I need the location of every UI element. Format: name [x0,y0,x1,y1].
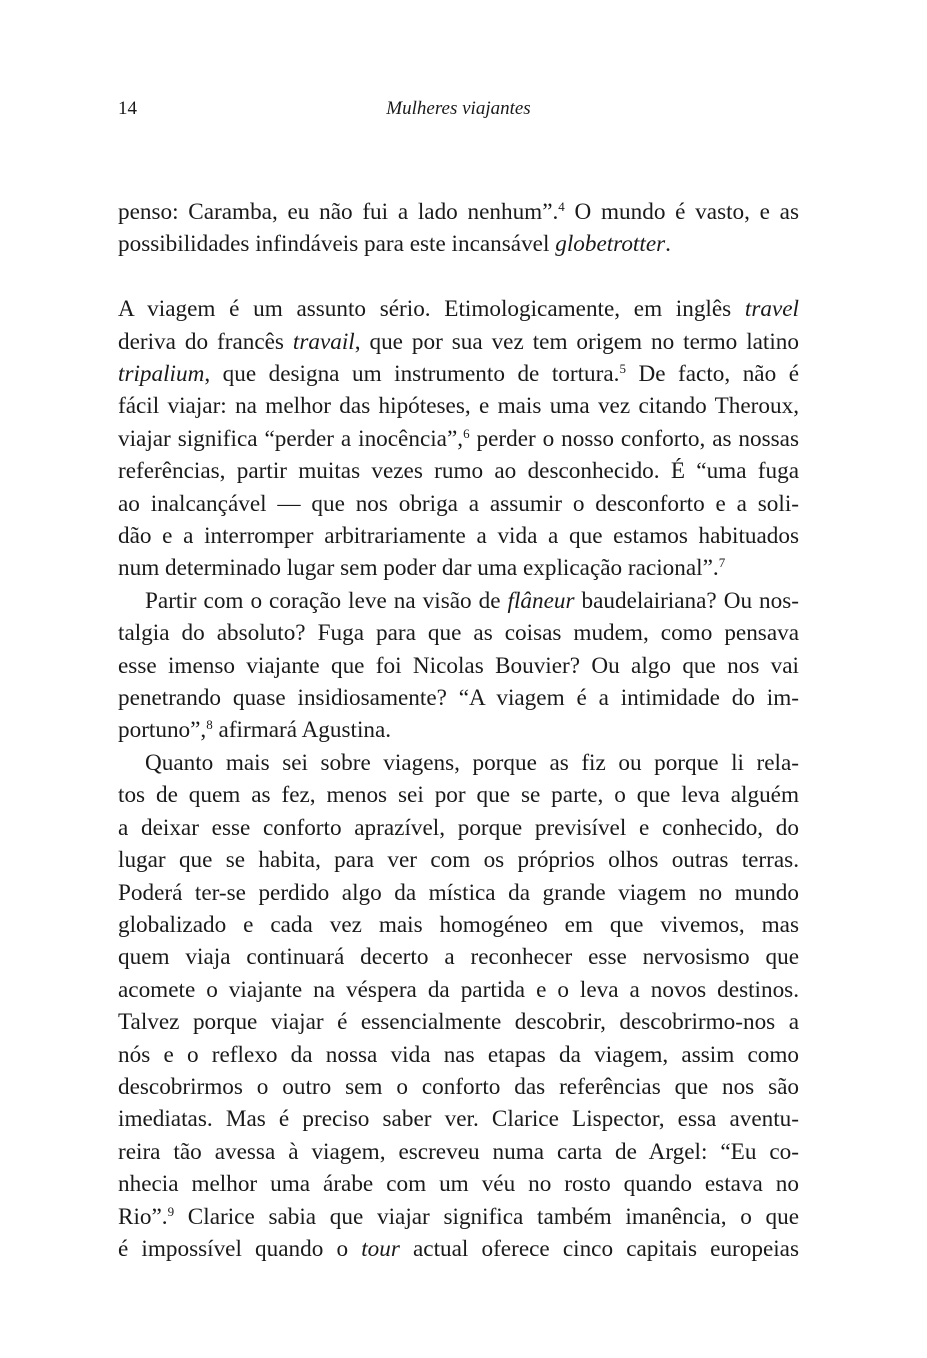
text-line [118,941,799,973]
text-run: talgia do absoluto? Fuga para que as coisas mudem, como pensava [118,620,799,647]
running-head [118,98,799,128]
text-line [118,1071,799,1103]
text-run: afirmará Agustina. [212,717,392,744]
text-line [118,909,799,941]
text-run: imediatas. Mas é preciso saber ver. Clarice Lispector, essa aventu- [118,1106,799,1133]
text-run: lugar que se habita, para ver com os próprios olhos outras terras. [118,847,799,874]
text-line [118,877,799,909]
text-run: num determinado lugar sem poder dar uma explicação racional”. [118,555,719,582]
italic-term: flâneur [507,587,575,614]
text-run: , que por sua vez tem origem no termo latino [354,328,799,355]
text-line [118,1233,799,1265]
footnote-marker: 9 [167,1203,175,1219]
footnote-marker: 8 [206,717,213,733]
text-line [118,779,799,811]
footnote-marker: 4 [558,199,565,214]
text-line [118,844,799,876]
text-line [118,488,799,520]
text-run: dão e a interromper arbitrariamente a vida a que estamos habituados [118,523,799,550]
text-run: viajar significa “perder a inocência”, [118,425,464,452]
text-line [118,358,799,390]
text-line [118,974,799,1006]
text-run: nós e o reflexo da nossa vida nas etapas da viagem, assim como [118,1041,799,1068]
text-run: penso: Caramba, eu não fui a lado nenhum”. [118,199,559,225]
body-text [118,196,799,1265]
text-line [118,326,799,358]
text-run: é impossível quando o [118,1235,362,1262]
italic-term: travail [292,328,355,355]
text-run: possibilidades infindáveis para este incansável [118,231,556,258]
paragraph-p1 [118,196,799,261]
text-run: fácil viajar: na melhor das hipóteses, e mais uma vez citando Theroux, [118,393,799,420]
text-line [118,1103,799,1135]
text-run: Talvez porque viajar é essencialmente descobrir, descobrirmo-nos a [118,1009,799,1036]
italic-term: tour [361,1235,400,1262]
text-run: Quanto mais sei sobre viagens, porque as fiz ou porque li rela- [145,749,799,776]
text-run: globalizado e cada vez mais homogéneo em que vivemos, mas [118,911,799,938]
text-run: deriva do francês [118,328,293,355]
text-run: penetrando quase insidiosamente? “A viagem é a intimidade do im- [118,685,799,712]
text-line [118,552,799,584]
text-run: ao inalcançável — que nos obriga a assumir o desconforto e a soli- [118,490,799,517]
running-title: Mulheres viajantes [386,98,531,119]
page-number: 14 [118,98,137,119]
italic-term: globetrotter [555,231,666,258]
text-line [118,1168,799,1200]
text-run: actual oferece cinco capitais europeias [399,1235,799,1262]
text-line [118,682,799,714]
text-run: Poderá ter-se perdido algo da mística da grande viagem no mundo [118,879,799,906]
text-line [118,196,799,228]
text-line [118,1201,799,1233]
italic-term: tripalium [118,361,205,388]
footnote-marker: 7 [718,555,726,571]
text-run: O mundo é vasto, e as [564,199,799,225]
footnote-marker: 6 [463,425,470,441]
paragraph-gap [118,261,799,293]
text-run: , que designa um instrumento de tortura. [204,361,620,388]
text-run: reira tão avessa à viagem, escreveu numa carta de Argel: “Eu co- [118,1138,799,1165]
text-run: perder o nosso conforto, as nossas [469,425,799,452]
text-run: nhecia melhor uma árabe com um véu no rosto quando estava no [118,1171,799,1198]
text-run: referências, partir muitas vezes rumo ao desconhecido. É “uma fuga [118,458,799,485]
text-line [118,390,799,422]
text-line [118,617,799,649]
text-line [118,455,799,487]
text-line [118,1039,799,1071]
text-line [118,747,799,779]
text-line [118,585,799,617]
text-line [118,1136,799,1168]
text-line [118,650,799,682]
footnote-marker: 5 [619,361,626,377]
text-line [118,520,799,552]
text-line [118,423,799,455]
text-run: Clarice sabia que viajar significa também imanência, o que [174,1203,799,1230]
paragraph-p2 [118,293,799,585]
text-line [118,812,799,844]
text-line [118,1006,799,1038]
text-run: Rio”. [118,1203,168,1230]
text-run: . [665,231,671,258]
text-run: quem viaja continuará decerto a reconhecer esse nervosismo que [118,944,799,971]
text-run: portuno”, [118,717,207,744]
text-run: tos de quem as fez, menos sei por que se parte, o que leva alguém [118,782,799,809]
paragraph-p4 [118,747,799,1266]
italic-term: travel [744,296,799,323]
text-line [118,293,799,325]
text-line [118,228,799,260]
text-run: Partir com o coração leve na visão de [145,587,508,614]
text-run: De facto, não é [625,361,799,388]
text-run: esse imenso viajante que foi Nicolas Bouvier? Ou algo que nos vai [118,652,799,679]
text-run: a deixar esse conforto aprazível, porque previsível e conhecido, do [118,814,799,841]
paragraph-p3 [118,585,799,747]
text-run: A viagem é um assunto sério. Etimologicamente, em inglês [118,296,745,323]
text-run: baudelairiana? Ou nos- [574,587,799,614]
text-run: acomete o viajante na véspera da partida e o leva a novos destinos. [118,976,799,1003]
text-line [118,714,799,746]
text-run: descobrirmos o outro sem o conforto das referências que nos são [118,1073,799,1100]
